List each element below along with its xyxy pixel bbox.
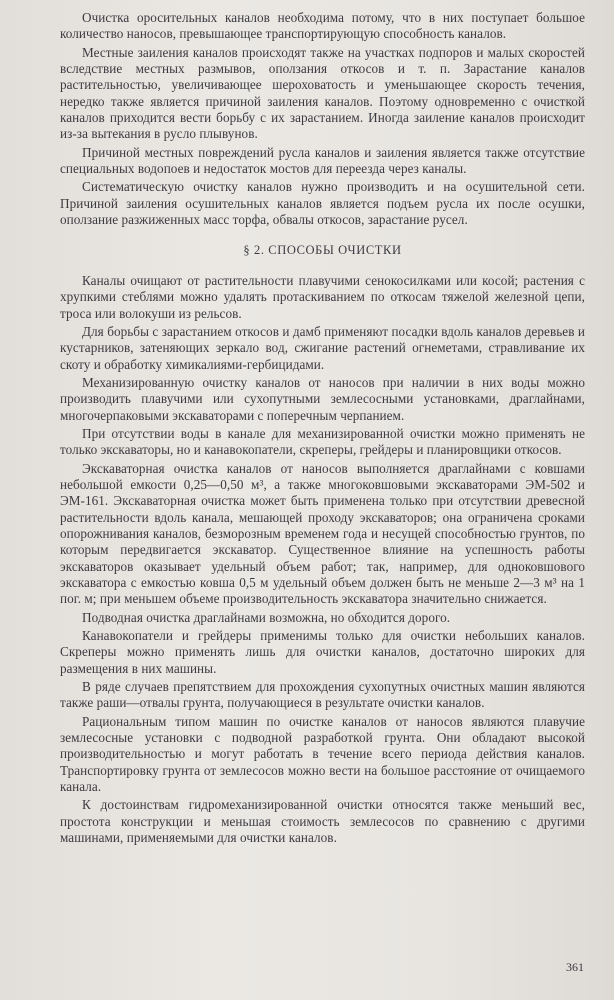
paragraph: Механизированную очистку каналов от наносов при наличии в них воды можно производить плавучими или сухопутными землесосными установками, драглайнами, многочерпаковыми экскаваторами с поперечным черпанием.: [60, 374, 585, 423]
paragraph: Каналы очищают от растительности плавучими сенокосилками или косой; растения с хрупкими стеблями можно удалять протаскиванием по откосам тяжелой железной цепи, троса или волокуши из рельсов.: [60, 272, 585, 321]
paragraph: Причиной местных повреждений русла каналов и заиления является также отсутствие специальных водопоев и недостаток мостов для переезда через каналы.: [60, 144, 585, 177]
section-heading: § 2. СПОСОБЫ ОЧИСТКИ: [243, 243, 402, 258]
paragraph: Систематическую очистку каналов нужно производить и на осушительной сети. Причиной заиления осушительных каналов является подъем русла их после осушки, оползание разжиженных масс торфа, обвалы откосов, зарастание русел.: [60, 179, 585, 228]
page-number: 361: [566, 960, 584, 974]
paragraph: При отсутствии воды в канале для механизированной очистки можно применять не только экскаваторы, но и канавокопатели, скреперы, грейдеры и планировщики откосов.: [60, 425, 585, 458]
paragraph: Для борьбы с зарастанием откосов и дамб применяют посадки вдоль каналов деревьев и кустарников, затеняющих зеркало вод, сжигание растений огнеметами, стравливание их скоту и обработку химикалиями-гербицидами.: [60, 323, 585, 372]
paragraph: К достоинствам гидромеханизированной очистки относятся также меньший вес, простота конструкции и меньшая стоимость землесосов по сравнению с другими машинами, применяемыми для очистки каналов.: [60, 797, 585, 846]
paragraph: Канавокопатели и грейдеры применимы только для очистки небольших каналов. Скреперы можно применять лишь для очистки каналов, достаточно широких для размещения в них машины.: [60, 628, 585, 676]
paragraph: Местные заиления каналов происходят также на участках подпоров и малых скоростей вследствие местных размывов, оползания откосов и т. п. Зарастание каналов растительностью, увеличивающее шероховатость и уменьшающее скорость течения, нередко также является причиной заиления каналов. Поэтому одновременно с очисткой каналов приходится вести борьбу с их зарастанием. Иногда заиление каналов происходит из-за вытекания в русло плывунов.: [60, 44, 585, 142]
paragraph: Подводная очистка драглайнами возможна, но обходится дорого.: [82, 609, 451, 625]
paragraph: Очистка оросительных каналов необходима потому, что в них поступает большое количество наносов, превышающее транспортирующую способность каналов.: [60, 10, 585, 42]
top-text-block: [60, 10, 585, 849]
paragraph: Экскаваторная очистка каналов от наносов выполняется драглайнами с ковшами небольшой емкости 0,25—0,50 м³, а также многоковшовыми экскаваторами ЭМ-502 и ЭМ-161. Экскаваторная очистка может быть применена только при отсутствии древесной растительности вдоль канала, мешающей проходу экскаваторов; она ограничена сроками опорожнивания каналов, безморозным временем года и несущей способностью грунтов, по которым передвигается экскаватор. Существенное влияние на успешность работы экскаваторов оказывает удельный объем работ; так, например, для одноковшового экскаватора с емкостью ковша 0,5 м удельный объем должен быть не меньше 2—3 м³ на 1 пог. м; при меньшем объеме производительность экскаватора значительно снижается.: [60, 460, 585, 607]
paragraph: Рациональным типом машин по очистке каналов от наносов являются плавучие землесосные установки с подводной разработкой грунта. Они обладают высокой производительностью и могут работать в течение всего периода действия каналов. Транспортировку грунта от землесосов можно вести на большое расстояние от очищаемого канала.: [60, 713, 585, 795]
paragraph: В ряде случаев препятствием для прохождения сухопутных очистных машин являются также раши—отвалы грунта, получающиеся в результате очистки каналов.: [60, 679, 585, 711]
